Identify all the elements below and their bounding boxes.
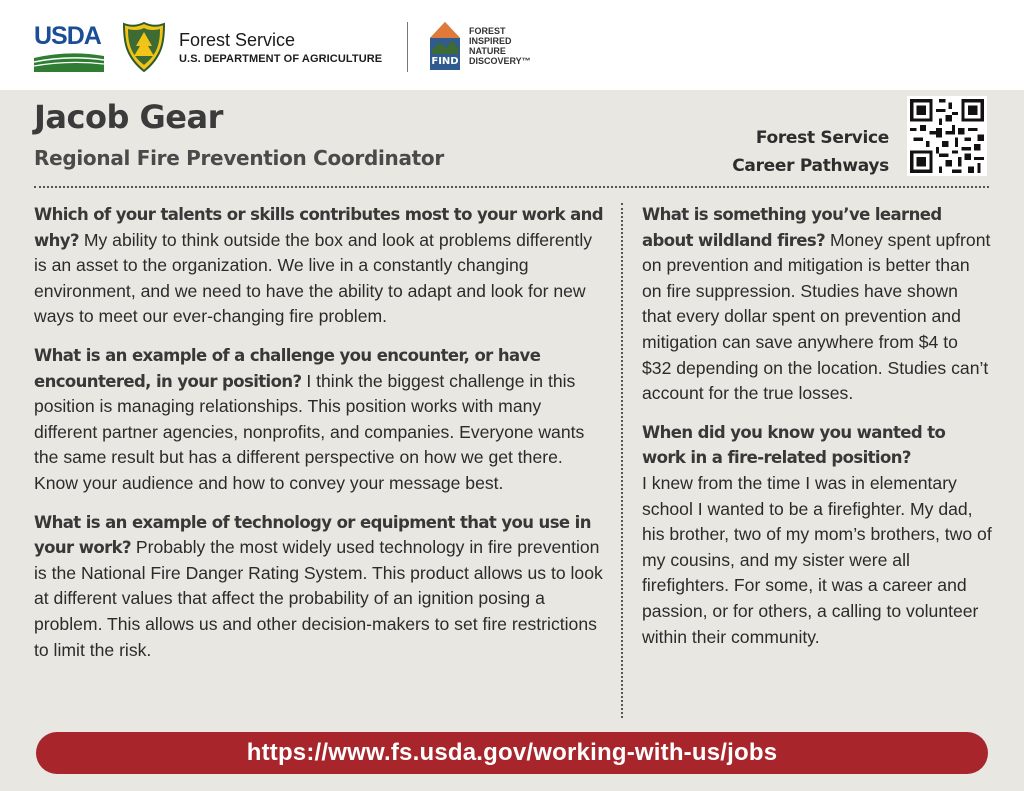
- left-column: [34, 202, 609, 676]
- header-separator: [34, 186, 989, 188]
- qa-item: [34, 510, 609, 664]
- jobs-url-bar[interactable]: [36, 732, 988, 774]
- usda-logo: [34, 22, 106, 72]
- qa-item: [642, 202, 992, 407]
- answer-fire-position: I knew from the time I was in elementary school I wanted to be a firefighter. My dad, his brother, two of my mom’s brothers, two of my cousins, and my sister were all firefighters. For some, it was a career and passion, or for others, a calling to volunteer within their community.: [642, 472, 992, 647]
- answer-technology: Probably the most widely used technology in fire prevention is the National Fire Danger Rating System. This product allows us to look at different values that affect the probability of an ignition posing a problem. This allows us and other decision-makers to set fire restrictions to limit the risk.: [34, 537, 603, 660]
- right-column: [642, 202, 992, 663]
- profile-name: Jacob Gear: [34, 98, 223, 136]
- qa-item: [34, 202, 609, 330]
- find-line-3: NATURE: [469, 46, 506, 56]
- question-wildland: What is something you’ve learned about wildland fires?: [642, 205, 942, 250]
- jobs-url-link[interactable]: https://www.fs.usda.gov/working-with-us/jobs: [246, 739, 778, 766]
- question-fire-position: When did you know you wanted to work in a fire-related position?: [642, 422, 946, 468]
- department-name: U.S. DEPARTMENT OF AGRICULTURE: [179, 53, 383, 65]
- find-logo-icon: [428, 20, 462, 72]
- question-talents: Which of your talents or skills contributes most to your work and why?: [34, 205, 604, 250]
- page-header: [0, 0, 1024, 90]
- answer-talents: My ability to think outside the box and look at problems differently is an asset to the organization. We live in a constantly changing environment, and we need to have the ability to adapt and look for new ways to meet our ever-changing fire problem.: [34, 229, 593, 327]
- find-logo-text: FIND: [431, 56, 459, 67]
- answer-challenge: I think the biggest challenge in this position is managing relationships. This position works with many different partner agencies, nonprofits, and companies. Everyone wants the same result but has a different perspective on how we get there. Know your audience and how to convey your message best.: [34, 370, 585, 493]
- usda-swoosh-icon: [34, 52, 104, 72]
- profile-role: Regional Fire Prevention Coordinator: [34, 146, 444, 170]
- question-technology: What is an example of technology or equipment that you use in your work?: [34, 512, 591, 558]
- question-challenge: What is an example of a challenge you encounter, or have encountered, in your position?: [34, 345, 541, 391]
- qa-item: [34, 343, 609, 497]
- qa-item: [642, 420, 992, 650]
- column-separator: [621, 203, 623, 718]
- usda-logo-text: USDA: [34, 22, 101, 50]
- agency-name: Forest Service: [179, 30, 296, 50]
- answer-wildland: Money spent upfront on prevention and mitigation is better than on fire suppression. Studies have shown that every dollar spent on prevention and mitigation can save anywhere from $4 to $32 depending on the location. Studies can’t account for the true losses.: [642, 229, 991, 404]
- career-line-1: Forest Service: [755, 128, 889, 148]
- profile-card: [0, 90, 1024, 791]
- career-line-2: Career Pathways: [732, 156, 889, 176]
- career-pathways-label: [732, 124, 889, 180]
- find-program-name: [469, 26, 531, 66]
- find-line-2: INSPIRED: [469, 36, 512, 46]
- qr-code-icon[interactable]: [907, 96, 987, 176]
- header-divider: [407, 22, 408, 72]
- forest-service-shield-icon: [122, 22, 166, 72]
- find-line-1: FOREST: [469, 26, 506, 36]
- find-line-4: DISCOVERY™: [469, 56, 531, 66]
